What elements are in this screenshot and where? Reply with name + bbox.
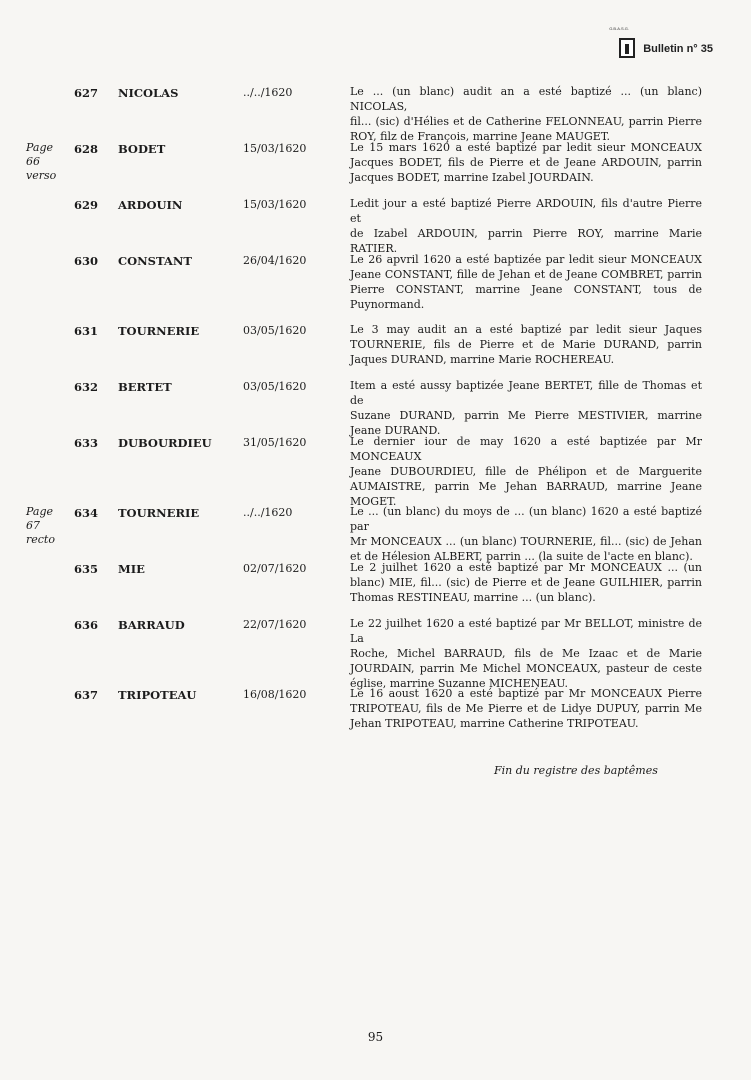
record-date: 15/03/1620 (243, 198, 307, 211)
record-text-line: Puynormand. (350, 298, 425, 311)
record-text-line: TOURNERIE, fils de Pierre et de Marie DURAND, parrin (350, 338, 702, 351)
record-name: BODET (118, 142, 166, 156)
record-text-line: Jacques BODET, fils de Pierre et de Jeane ARDOUIN, parrin (350, 156, 702, 169)
record-text-line: AUMAISTRE, parrin Me Jehan BARRAUD, marrine Jeane (350, 480, 702, 493)
record-text-line: Le ... (un blanc) audit an a esté baptizé ... (un blanc) NICOLAS, (350, 85, 702, 113)
record-date: 02/07/1620 (243, 562, 307, 575)
record-number: 636 (74, 618, 99, 632)
record-number: 635 (74, 562, 99, 576)
record-text (350, 140, 702, 185)
record-text-line: Le dernier iour de may 1620 a esté baptizée par Mr MONCEAUX (350, 435, 702, 463)
bulletin-title: Bulletin n° 35 (643, 43, 713, 55)
record-date: 22/07/1620 (243, 618, 307, 631)
record-date: 26/04/1620 (243, 254, 307, 267)
record-text-line: MOGET. (350, 495, 397, 508)
record-number: 630 (74, 254, 99, 268)
record-text-line: ROY, filz de François, marrine Jeane MAUGET. (350, 130, 610, 143)
record-text-line: Jeane DURAND. (350, 424, 441, 437)
record-name: TOURNERIE (118, 324, 200, 338)
record-text-line: Le 2 juilhet 1620 a esté baptizé par Mr MONCEAUX ... (un (350, 561, 702, 574)
record-text-line: Le 26 apvril 1620 a esté baptizée par ledit sieur MONCEAUX (350, 253, 702, 266)
end-of-register-note: Fin du registre des baptêmes (494, 764, 658, 777)
logo-org-text: G.B.A.S.G. (609, 26, 629, 31)
record-number: 633 (74, 436, 99, 450)
record-name: BERTET (118, 380, 172, 394)
record-text (350, 504, 702, 564)
record-number: 627 (74, 86, 99, 100)
record-text-line: Jeane CONSTANT, fille de Jehan et de Jeane COMBRET, parrin (350, 268, 702, 281)
record-text (350, 84, 702, 144)
record-text-line: Jehan TRIPOTEAU, marrine Catherine TRIPOTEAU. (350, 717, 639, 730)
record-date: 16/08/1620 (243, 688, 307, 701)
record-text-line: Suzane DURAND, parrin Me Pierre MESTIVIER, marrine (350, 409, 702, 422)
record-text-line: JOURDAIN, parrin Me Michel MONCEAUX, pasteur de ceste (350, 662, 702, 675)
logo-mark-icon (619, 38, 635, 58)
record-text-line: Le ... (un blanc) du moys de ... (un blanc) 1620 a esté baptizé par (350, 505, 702, 533)
record-text-line: Jeane DUBOURDIEU, fille de Phélipon et de Marguerite (350, 465, 702, 478)
record-text (350, 196, 702, 256)
record-page-ref: Page 67 recto (26, 505, 55, 546)
record-text (350, 378, 702, 438)
record-text (350, 322, 702, 367)
record-text-line: Le 16 aoust 1620 a esté baptizé par Mr MONCEAUX Pierre (350, 687, 702, 700)
record-text (350, 560, 702, 605)
record-text-line: Le 3 may audit an a esté baptizé par ledit sieur Jaques (350, 323, 702, 336)
record-name: ARDOUIN (118, 198, 183, 212)
page-header (609, 26, 713, 58)
record-text-line: Pierre CONSTANT, marrine Jeane CONSTANT, tous de (350, 283, 702, 296)
record-text-line: Roche, Michel BARRAUD, fils de Me Izaac et de Marie (350, 647, 702, 660)
page-number: 95 (367, 1030, 384, 1044)
record-name: CONSTANT (118, 254, 192, 268)
bulletin-logo (609, 26, 637, 58)
record-text-line: Le 22 juilhet 1620 a esté baptizé par Mr BELLOT, ministre de La (350, 617, 702, 645)
record-number: 634 (74, 506, 99, 520)
record-date: 03/05/1620 (243, 380, 307, 393)
record-name: BARRAUD (118, 618, 185, 632)
record-date: 31/05/1620 (243, 436, 307, 449)
record-date: 15/03/1620 (243, 142, 307, 155)
record-text-line: fil... (sic) d'Hélies et de Catherine FELONNEAU, parrin Pierre (350, 115, 702, 128)
record-number: 629 (74, 198, 99, 212)
record-text (350, 616, 702, 691)
record-text-line: Le 15 mars 1620 a esté baptizé par ledit sieur MONCEAUX (350, 141, 702, 154)
record-text (350, 434, 702, 509)
record-number: 628 (74, 142, 99, 156)
record-text-line: Thomas RESTINEAU, marrine ... (un blanc). (350, 591, 596, 604)
record-number: 632 (74, 380, 99, 394)
record-name: DUBOURDIEU (118, 436, 212, 450)
record-date: 03/05/1620 (243, 324, 307, 337)
record-name: NICOLAS (118, 86, 179, 100)
record-text (350, 686, 702, 731)
record-text (350, 252, 702, 312)
record-text-line: Jaques DURAND, marrine Marie ROCHEREAU. (350, 353, 615, 366)
record-text-line: RATIER. (350, 242, 398, 255)
record-name: TOURNERIE (118, 506, 200, 520)
record-number: 631 (74, 324, 99, 338)
record-text-line: Item a esté aussy baptizée Jeane BERTET, fille de Thomas et de (350, 379, 702, 407)
record-number: 637 (74, 688, 99, 702)
record-text-line: Mr MONCEAUX ... (un blanc) TOURNERIE, fil... (sic) de Jehan (350, 535, 702, 548)
record-date: ../../1620 (243, 86, 293, 99)
record-text-line: de Izabel ARDOUIN, parrin Pierre ROY, marrine Marie (350, 227, 702, 240)
record-page-ref: Page 66 verso (26, 141, 57, 182)
record-name: MIE (118, 562, 145, 576)
record-name: TRIPOTEAU (118, 688, 197, 702)
record-text-line: TRIPOTEAU, fils de Me Pierre et de Lidye DUPUY, parrin Me (350, 702, 702, 715)
record-text-line: église, marrine Suzanne MICHENEAU. (350, 677, 569, 690)
record-text-line: Ledit jour a esté baptizé Pierre ARDOUIN, fils d'autre Pierre et (350, 197, 702, 225)
record-text-line: blanc) MIE, fil... (sic) de Pierre et de Jeane GUILHIER, parrin (350, 576, 702, 589)
record-text-line: Jacques BODET, marrine Izabel JOURDAIN. (350, 171, 594, 184)
record-text-line: et de Hélesion ALBERT, parrin ... (la suite de l'acte en blanc). (350, 550, 693, 563)
record-date: ../../1620 (243, 506, 293, 519)
